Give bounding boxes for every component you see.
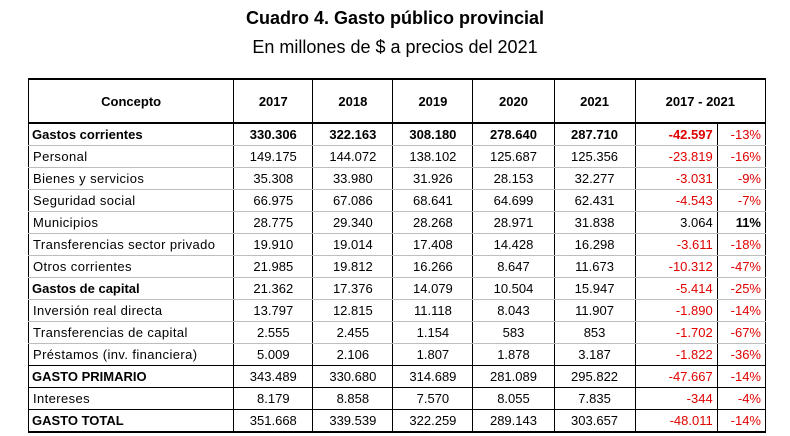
cell-2021: 11.907 — [554, 300, 635, 322]
cell-2021: 62.431 — [554, 190, 635, 212]
header-2020: 2020 — [473, 79, 554, 123]
cell-2018: 330.680 — [313, 366, 393, 388]
cell-pct-change: -14% — [717, 410, 765, 433]
cell-2021: 303.657 — [554, 410, 635, 433]
cell-pct-change: -4% — [717, 388, 765, 410]
cell-2020: 64.699 — [473, 190, 554, 212]
table-row-otros-corrientes — [29, 256, 766, 278]
cell-2017: 330.306 — [234, 123, 313, 146]
cell-2019: 314.689 — [393, 366, 473, 388]
cell-2021: 32.277 — [554, 168, 635, 190]
cell-2017: 21.362 — [234, 278, 313, 300]
cell-2020: 8.055 — [473, 388, 554, 410]
cell-abs-change: -48.011 — [635, 410, 717, 433]
cell-pct-change: 11% — [717, 212, 765, 234]
row-label: Otros corrientes — [29, 256, 234, 278]
row-label: Bienes y servicios — [29, 168, 234, 190]
cell-2021: 287.710 — [554, 123, 635, 146]
cell-2017: 66.975 — [234, 190, 313, 212]
cell-2021: 853 — [554, 322, 635, 344]
cell-2017: 19.910 — [234, 234, 313, 256]
cell-2020: 125.687 — [473, 146, 554, 168]
cell-2017: 343.489 — [234, 366, 313, 388]
cell-2018: 29.340 — [313, 212, 393, 234]
row-label: Gastos de capital — [29, 278, 234, 300]
table-row-intereses — [29, 388, 766, 410]
cell-2018: 19.014 — [313, 234, 393, 256]
cell-2019: 7.570 — [393, 388, 473, 410]
header-2019: 2019 — [393, 79, 473, 123]
row-label: Municipios — [29, 212, 234, 234]
cell-pct-change: -67% — [717, 322, 765, 344]
cell-2019: 68.641 — [393, 190, 473, 212]
cell-2018: 339.539 — [313, 410, 393, 433]
cell-2017: 35.308 — [234, 168, 313, 190]
cell-2019: 16.266 — [393, 256, 473, 278]
cell-2021: 125.356 — [554, 146, 635, 168]
cell-2021: 31.838 — [554, 212, 635, 234]
cell-2017: 149.175 — [234, 146, 313, 168]
cell-2019: 17.408 — [393, 234, 473, 256]
spending-table — [28, 78, 766, 433]
cell-2017: 28.775 — [234, 212, 313, 234]
cell-abs-change: -3.611 — [635, 234, 717, 256]
table-row-gastos-corrientes — [29, 123, 766, 146]
table-row-transferencias-sector-privado — [29, 234, 766, 256]
cell-2018: 33.980 — [313, 168, 393, 190]
cell-pct-change: -14% — [717, 366, 765, 388]
table-row-gasto-total — [29, 410, 766, 433]
cell-pct-change: -14% — [717, 300, 765, 322]
cell-pct-change: -36% — [717, 344, 765, 366]
row-label: Gastos corrientes — [29, 123, 234, 146]
cell-2021: 3.187 — [554, 344, 635, 366]
cell-2020: 28.153 — [473, 168, 554, 190]
cell-2018: 144.072 — [313, 146, 393, 168]
row-label: Transferencias de capital — [29, 322, 234, 344]
row-label: Intereses — [29, 388, 234, 410]
cell-2017: 351.668 — [234, 410, 313, 433]
header-2021: 2021 — [554, 79, 635, 123]
cell-abs-change: -1.822 — [635, 344, 717, 366]
header-row — [29, 79, 766, 123]
cell-2017: 21.985 — [234, 256, 313, 278]
cell-pct-change: -18% — [717, 234, 765, 256]
cell-2018: 19.812 — [313, 256, 393, 278]
cell-2019: 28.268 — [393, 212, 473, 234]
cell-2020: 14.428 — [473, 234, 554, 256]
cell-2017: 13.797 — [234, 300, 313, 322]
cell-abs-change: -4.543 — [635, 190, 717, 212]
cell-abs-change: -1.702 — [635, 322, 717, 344]
cell-2020: 278.640 — [473, 123, 554, 146]
cell-2019: 31.926 — [393, 168, 473, 190]
row-label: Personal — [29, 146, 234, 168]
table-row-gastos-capital — [29, 278, 766, 300]
row-label: GASTO PRIMARIO — [29, 366, 234, 388]
cell-2021: 15.947 — [554, 278, 635, 300]
cell-2021: 16.298 — [554, 234, 635, 256]
cell-abs-change: -1.890 — [635, 300, 717, 322]
cell-2018: 8.858 — [313, 388, 393, 410]
cell-2018: 2.455 — [313, 322, 393, 344]
table-row-personal — [29, 146, 766, 168]
row-label: GASTO TOTAL — [29, 410, 234, 433]
row-label: Seguridad social — [29, 190, 234, 212]
cell-abs-change: 3.064 — [635, 212, 717, 234]
table-row-municipios — [29, 212, 766, 234]
cell-2018: 17.376 — [313, 278, 393, 300]
cell-2018: 67.086 — [313, 190, 393, 212]
cell-2021: 295.822 — [554, 366, 635, 388]
cell-pct-change: -47% — [717, 256, 765, 278]
cell-abs-change: -3.031 — [635, 168, 717, 190]
row-label: Transferencias sector privado — [29, 234, 234, 256]
cell-2021: 11.673 — [554, 256, 635, 278]
cell-2019: 138.102 — [393, 146, 473, 168]
cell-pct-change: -13% — [717, 123, 765, 146]
table-row-transferencias-capital — [29, 322, 766, 344]
cell-2020: 1.878 — [473, 344, 554, 366]
cell-2020: 281.089 — [473, 366, 554, 388]
header-concepto: Concepto — [29, 79, 234, 123]
table-row-bienes-servicios — [29, 168, 766, 190]
row-label: Inversión real directa — [29, 300, 234, 322]
header-2018: 2018 — [313, 79, 393, 123]
cell-2019: 308.180 — [393, 123, 473, 146]
cell-2018: 12.815 — [313, 300, 393, 322]
cell-abs-change: -5.414 — [635, 278, 717, 300]
cell-pct-change: -16% — [717, 146, 765, 168]
table-row-seguridad-social — [29, 190, 766, 212]
cell-2019: 1.807 — [393, 344, 473, 366]
cell-2020: 10.504 — [473, 278, 554, 300]
cell-pct-change: -9% — [717, 168, 765, 190]
table-title: Cuadro 4. Gasto público provincial — [245, 8, 545, 28]
cell-2019: 1.154 — [393, 322, 473, 344]
cell-2017: 8.179 — [234, 388, 313, 410]
cell-2017: 2.555 — [234, 322, 313, 344]
header-variation: 2017 - 2021 — [635, 79, 765, 123]
cell-pct-change: -25% — [717, 278, 765, 300]
table-row-inversion-real-directa — [29, 300, 766, 322]
cell-2020: 28.971 — [473, 212, 554, 234]
cell-abs-change: -344 — [635, 388, 717, 410]
header-2017: 2017 — [234, 79, 313, 123]
cell-pct-change: -7% — [717, 190, 765, 212]
cell-2018: 322.163 — [313, 123, 393, 146]
cell-2018: 2.106 — [313, 344, 393, 366]
cell-2017: 5.009 — [234, 344, 313, 366]
cell-abs-change: -10.312 — [635, 256, 717, 278]
cell-2020: 583 — [473, 322, 554, 344]
cell-abs-change: -23.819 — [635, 146, 717, 168]
cell-2020: 8.647 — [473, 256, 554, 278]
cell-2019: 14.079 — [393, 278, 473, 300]
cell-abs-change: -42.597 — [635, 123, 717, 146]
row-label: Préstamos (inv. financiera) — [29, 344, 234, 366]
table-row-gasto-primario — [29, 366, 766, 388]
cell-2020: 289.143 — [473, 410, 554, 433]
cell-2021: 7.835 — [554, 388, 635, 410]
cell-2019: 11.118 — [393, 300, 473, 322]
table-subtitle: En millones de $ a precios del 2021 — [252, 37, 538, 57]
table-row-prestamos — [29, 344, 766, 366]
cell-2019: 322.259 — [393, 410, 473, 433]
cell-abs-change: -47.667 — [635, 366, 717, 388]
cell-2020: 8.043 — [473, 300, 554, 322]
